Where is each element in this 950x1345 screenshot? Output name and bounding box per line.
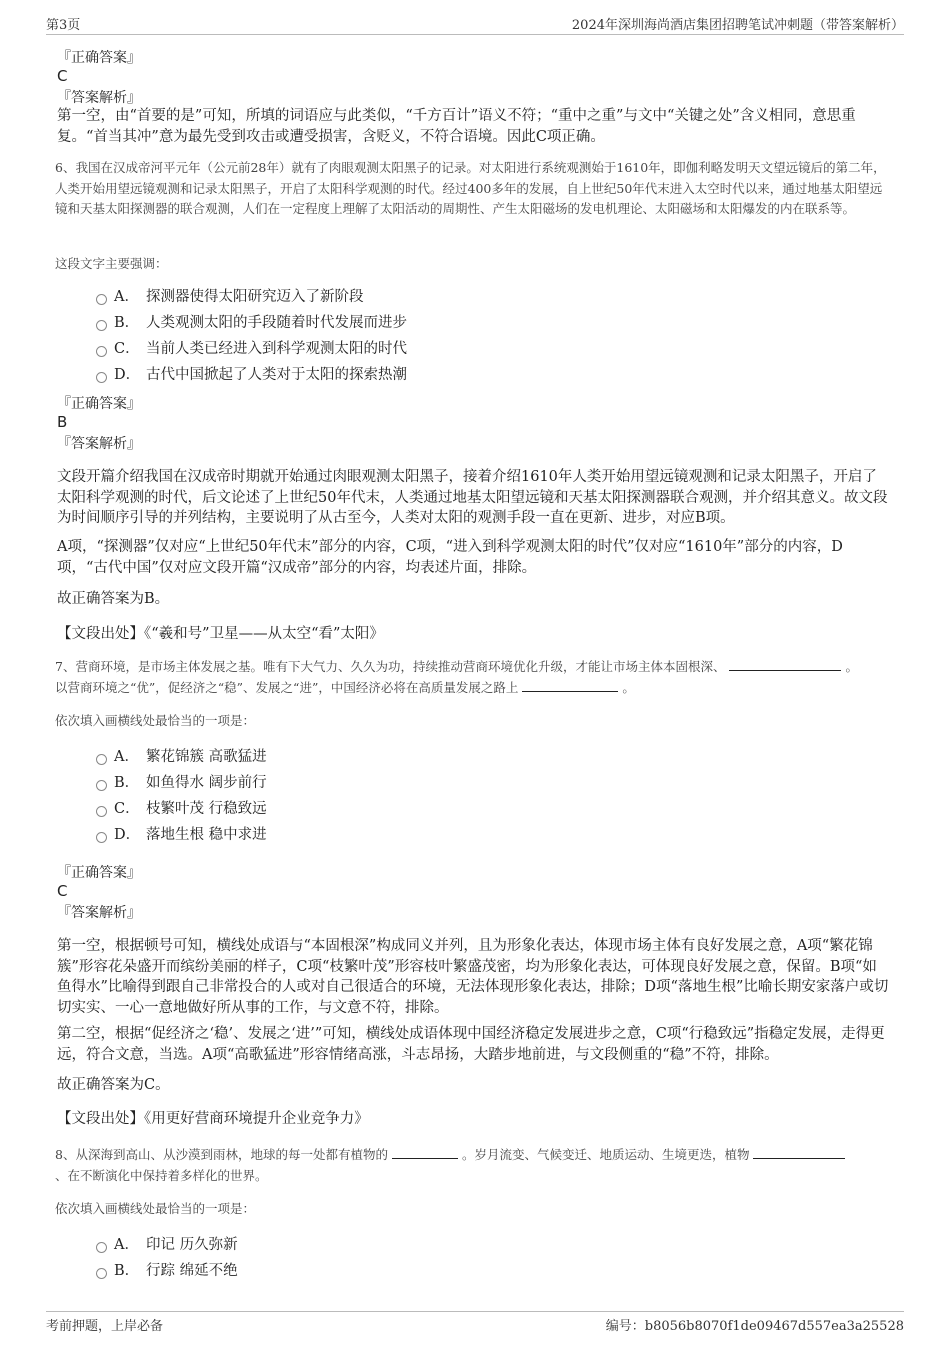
fill-blank	[729, 658, 841, 671]
footer-slogan: 考前押题，上岸必备	[46, 1319, 164, 1334]
correct-answer-value: B	[57, 413, 68, 431]
analysis-paragraph: 第一空，根据顿号可知，横线处成语与“本固根深”构成同义并列，且为形象化表达，体现市场主体有良好发展之意，A项“繁花锦簇”形容花朵盛开而缤纷美丽的样子，C项“枝繁叶茂”形容枝叶繁盛茂密，均为形象化表达，可体现良好发展之意，保留。B项“如鱼得水”比喻得到跟自己非常投合的人或对自己很适合的环境，无法体现形象化表达，排除；D项“落地生根”比喻长期安家落户或切切实实、一心一意地做好所从事的工作，与文意不符，排除。	[57, 938, 889, 1016]
option-d[interactable]: D． 落地生根 稳中求进	[96, 825, 267, 845]
source-label: 【文段出处】	[57, 626, 144, 642]
correct-answer-label: 『正确答案』	[57, 396, 141, 412]
option-b[interactable]: B． 人类观测太阳的手段随着时代发展而进步	[96, 313, 407, 333]
source-line	[57, 624, 890, 645]
correct-answer-value: C	[57, 67, 68, 85]
source-label: 【文段出处】	[57, 1111, 144, 1127]
question-stem: 7、营商环境，是市场主体发展之基。唯有下大气力、久久为功，持续推动营商环境优化升级，才能让市场主体本固根深、 。 以营商环境之“优”，促经济之“稳”、发展之“进”，中国经济必将在高质量发展之路上 。	[55, 659, 858, 695]
question-stem: 8、从深海到高山、从沙漠到雨林，地球的每一处都有植物的 。岁月流变、气候变迁、地质运动、生境更迭，植物 、在不断演化中保持着多样化的世界。	[55, 1145, 891, 1186]
option-b[interactable]: B． 行踪 绵延不绝	[96, 1261, 238, 1281]
page-number: 第3页	[46, 18, 81, 33]
source-title: 《“羲和号”卫星——从太空“看”太阳》	[144, 626, 384, 642]
analysis-label: 『答案解析』	[57, 90, 141, 106]
page-footer	[46, 1311, 904, 1334]
option-a[interactable]: A． 繁花锦簇 高歌猛进	[96, 747, 267, 767]
source-line	[57, 1109, 890, 1130]
fill-blank	[392, 1146, 458, 1159]
option-a[interactable]: A． 探测器使得太阳研究迈入了新阶段	[96, 287, 364, 307]
analysis-label: 『答案解析』	[57, 905, 141, 921]
document-code: 编号：b8056b8070f1de09467d557ea3a25528	[605, 1319, 904, 1334]
analysis-conclusion: 故正确答案为C。	[57, 1077, 170, 1093]
document-title: 2024年深圳海尚酒店集团招聘笔试冲刺题（带答案解析）	[571, 18, 904, 33]
radio-button-icon[interactable]	[96, 294, 107, 305]
radio-button-icon[interactable]	[96, 320, 107, 331]
question-prompt: 依次填入画横线处最恰当的一项是：	[55, 1201, 256, 1216]
correct-answer-value: C	[57, 882, 68, 900]
option-c[interactable]: C． 当前人类已经进入到科学观测太阳的时代	[96, 339, 407, 359]
analysis-paragraph: 第二空，根据“促经济之‘稳’、发展之‘进’”可知，横线处成语体现中国经济稳定发展进步之意，C项“行稳致远”指稳定发展，走得更远，符合文意，当选。A项“高歌猛进”形容情绪高涨，斗志昂扬，大踏步地前进，与文段侧重的“稳”不符，排除。	[57, 1026, 885, 1063]
option-b[interactable]: B． 如鱼得水 阔步前行	[96, 773, 267, 793]
fill-blank	[753, 1146, 845, 1159]
question-prompt: 这段文字主要强调：	[55, 256, 168, 271]
page-header	[46, 14, 904, 35]
radio-button-icon[interactable]	[96, 372, 107, 383]
option-a[interactable]: A． 印记 历久弥新	[96, 1235, 238, 1255]
analysis-paragraph: A项，“探测器”仅对应“上世纪50年代末”部分的内容，C项，“进入到科学观测太阳的时代”仅对应“1610年”部分的内容，D项，“古代中国”仅对应文段开篇“汉成帝”部分的内容，均表述片面，排除。	[57, 539, 843, 576]
radio-button-icon[interactable]	[96, 754, 107, 765]
radio-button-icon[interactable]	[96, 1268, 107, 1279]
correct-answer-label: 『正确答案』	[57, 50, 141, 66]
radio-button-icon[interactable]	[96, 1242, 107, 1253]
fill-blank	[522, 679, 618, 692]
analysis-label: 『答案解析』	[57, 436, 141, 452]
analysis-conclusion: 故正确答案为B。	[57, 591, 170, 607]
question-prompt: 依次填入画横线处最恰当的一项是：	[55, 713, 256, 728]
source-title: 《用更好营商环境提升企业竞争力》	[144, 1111, 369, 1127]
radio-button-icon[interactable]	[96, 806, 107, 817]
radio-button-icon[interactable]	[96, 832, 107, 843]
question-stem: 6、我国在汉成帝河平元年（公元前28年）就有了肉眼观测太阳黑子的记录。对太阳进行系统观测始于1610年，即伽利略发明天文望远镜后的第二年，人类开始用望远镜观测和记录太阳黑子，开启了太阳科学观测的时代。经过400多年的发展，自上世纪50年代末进入太空时代以来，通过地基太阳望远镜和天基太阳探测器的联合观测，人们在一定程度上理解了太阳活动的周期性、产生太阳磁场的发电机理论、太阳磁场和太阳爆发的内在联系等。	[55, 160, 886, 216]
option-c[interactable]: C． 枝繁叶茂 行稳致远	[96, 799, 267, 819]
correct-answer-label: 『正确答案』	[57, 865, 141, 881]
option-d[interactable]: D． 古代中国掀起了人类对于太阳的探索热潮	[96, 365, 407, 385]
radio-button-icon[interactable]	[96, 780, 107, 791]
analysis-paragraph: 第一空，由“首要的是”可知，所填的词语应与此类似，“千方百计”语义不符；“重中之重”与文中“关键之处”含义相同，意思重复。“首当其冲”意为最先受到攻击或遭受损害，含贬义，不符合语境。因此C项正确。	[57, 108, 856, 145]
analysis-paragraph: 文段开篇介绍我国在汉成帝时期就开始通过肉眼观测太阳黑子，接着介绍1610年人类开始用望远镜观测和记录太阳黑子，开启了太阳科学观测的时代，后文论述了上世纪50年代末，人类通过地基太阳望远镜和天基太阳探测器联合观测，并介绍其意义。故文段为时间顺序引导的并列结构，主要说明了从古至今，人类对太阳的观测手段一直在更新、进步，对应B项。	[57, 469, 888, 526]
radio-button-icon[interactable]	[96, 346, 107, 357]
